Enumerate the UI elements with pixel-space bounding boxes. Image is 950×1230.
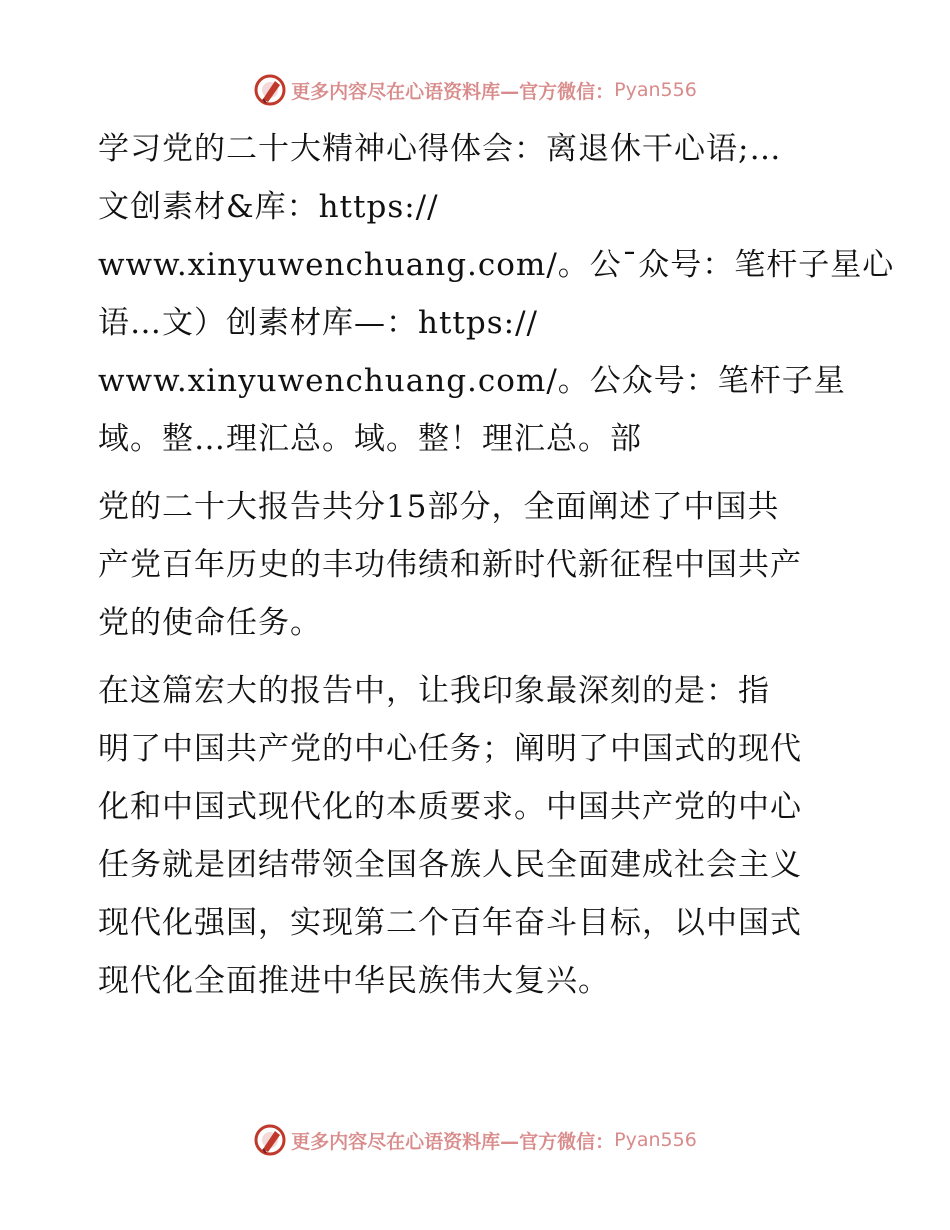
paragraph-3 — [98, 662, 858, 1010]
text-line: 产党百年历史的丰功伟绩和新时代新征程中国共产 — [98, 547, 802, 583]
text-line: 学习党的二十大精神心得体会：离退休干心语;… — [98, 131, 782, 167]
pen-logo-icon — [253, 73, 287, 107]
text-line: 在这篇宏大的报告中，让我印象最深刻的是：指 — [98, 673, 770, 709]
text-line: 语…文）创素材库—：https:// — [98, 305, 538, 341]
banner-contact: Pyan556 — [614, 79, 697, 101]
footer-banner — [0, 1120, 950, 1160]
text-line: 党的二十大报告共分15部分，全面阐述了中国共 — [98, 489, 780, 525]
text-line: 现代化强国，实现第二个百年奋斗目标，以中国式 — [98, 905, 802, 941]
text-line: www.xinyuwenchuang.com/。公众号：笔杆子星 — [98, 363, 846, 399]
text-line: 明了中国共产党的中心任务；阐明了中国式的现代 — [98, 731, 802, 767]
paragraph-2 — [98, 478, 858, 652]
banner-contact: Pyan556 — [614, 1129, 697, 1151]
banner-text: 更多内容尽在心语资料库—官方微信： — [291, 1130, 615, 1153]
text-line: 化和中国式现代化的本质要求。中国共产党的中心 — [98, 789, 802, 825]
text-line: 现代化全面推进中华民族伟大复兴。 — [98, 963, 610, 999]
document-body — [98, 120, 895, 1010]
paragraph-1 — [98, 120, 895, 468]
banner-text: 更多内容尽在心语资料库—官方微信： — [291, 80, 615, 103]
text-line: 域。整…理汇总。域。整！理汇总。部 — [98, 421, 642, 457]
pen-logo-icon — [253, 1123, 287, 1157]
text-line: 文创素材&库：https:// — [98, 189, 439, 225]
header-banner — [0, 70, 950, 110]
text-line: 任务就是团结带领全国各族人民全面建成社会主义 — [98, 847, 802, 883]
text-line: 党的使命任务。 — [98, 605, 322, 641]
text-line: www.xinyuwenchuang.com/。公¯众号：笔杆子星心 — [98, 247, 895, 283]
